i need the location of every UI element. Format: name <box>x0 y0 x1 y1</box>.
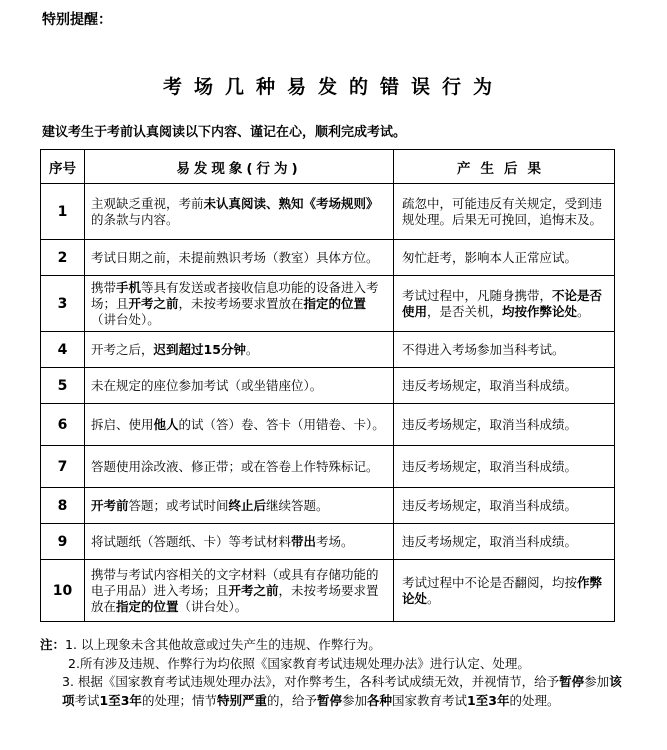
bold-segment: 1至3年 <box>99 692 142 708</box>
text-segment: 违反考场规定，取消当科成绩。 <box>402 458 578 474</box>
bold-segment: 指定的位置 <box>116 598 179 614</box>
note-text <box>65 637 381 652</box>
table-row <box>41 404 615 446</box>
text-segment: 考场。 <box>316 533 354 549</box>
header-consequence: 产生后果 <box>394 150 615 184</box>
bold-segment: 带出 <box>291 533 317 549</box>
phenomenon-cell <box>85 446 394 488</box>
phenomenon-cell <box>85 368 394 404</box>
bold-segment: 开考之前 <box>228 582 279 598</box>
notes-label: 注： <box>40 637 66 652</box>
text-segment: 国家教育考试 <box>392 692 468 708</box>
text-segment: 违反考场规定，取消当科成绩。 <box>402 416 578 432</box>
text-segment: ，未按考场要求置放在 <box>178 295 304 311</box>
table-body <box>41 184 615 622</box>
table-row <box>41 560 615 622</box>
note-item-2 <box>40 655 630 674</box>
consequence-cell <box>394 404 615 446</box>
advice-text: 建议考生于考前认真阅读以下内容、谨记在心，顺利完成考试。 <box>42 125 407 140</box>
text-segment: ，是否关机， <box>427 303 503 319</box>
row-number: 10 <box>41 560 85 622</box>
text-segment: 疏忽中，可能违反有关规定，受到违规处理。后果无可挽回，追悔末及。 <box>402 195 603 227</box>
consequence-cell <box>394 240 615 276</box>
text-segment: 匆忙赶考，影响本人正常应试。 <box>402 249 578 265</box>
row-number: 4 <box>41 332 85 368</box>
bold-segment: 终止后 <box>228 497 267 513</box>
consequence-cell <box>394 332 615 368</box>
text-segment: 携带与考试内容相关的文字材料（或具有存储功能的电子用品）进入考场；且 <box>91 566 379 598</box>
phenomenon-cell <box>85 276 394 332</box>
text-segment: 考试 <box>74 692 100 708</box>
table-row <box>41 240 615 276</box>
text-segment: 参加 <box>584 674 610 689</box>
bold-segment: 作弊论处 <box>402 574 603 606</box>
note-item-1 <box>40 636 630 655</box>
phenomenon-cell <box>85 332 394 368</box>
text-segment: 拆启、使用 <box>91 416 154 432</box>
bold-segment: 暂停 <box>316 692 342 708</box>
text-segment: 考试过程中不论是否翻阅，均按 <box>402 574 578 590</box>
row-number: 7 <box>41 446 85 488</box>
text-segment: 继续答题。 <box>266 497 329 513</box>
phenomenon-cell <box>85 488 394 524</box>
phenomenon-cell <box>85 524 394 560</box>
text-segment: 答题使用涂改液、修正带；或在答卷上作特殊标记。 <box>91 458 379 474</box>
table-row <box>41 368 615 404</box>
bold-segment: 暂停 <box>559 674 585 689</box>
text-segment: 考试过程中，凡随身携带， <box>402 287 553 303</box>
table-row <box>41 524 615 560</box>
text-segment: ，未按考场要求置放在 <box>91 582 379 614</box>
table-row <box>41 488 615 524</box>
text-segment: 的试（答）卷、答卡（用错卷、卡）。 <box>178 416 385 432</box>
bold-segment: 各种 <box>367 692 393 708</box>
notes-section <box>40 636 630 710</box>
header-phenomenon: 易发现象(行为) <box>85 150 394 184</box>
note-item-3 <box>40 673 630 710</box>
phenomenon-cell <box>85 184 394 240</box>
text-segment: 的，给予 <box>266 692 317 708</box>
bold-segment: 开考前 <box>91 497 129 513</box>
consequence-cell <box>394 488 615 524</box>
text-segment: 2.所有涉及违规、作弊行为均依照《国家教育考试违规处理办法》进行认定、处理。 <box>68 655 530 671</box>
text-segment: 主观缺乏重视，考前 <box>91 195 204 211</box>
text-segment: 未在规定的座位参加考试（或坐错座位）。 <box>91 377 323 393</box>
row-number: 6 <box>41 404 85 446</box>
text-segment: 。 <box>427 590 440 606</box>
consequence-cell <box>394 184 615 240</box>
text-segment: 的处理。 <box>509 692 560 708</box>
text-segment: 3. 根据《国家教育考试违规处理办法》，对作弊考生，各科考试成绩无效，并视情节，给予 <box>62 674 560 689</box>
text-segment: 的处理；情节 <box>141 692 217 708</box>
text-segment: 违反考场规定，取消当科成绩。 <box>402 377 578 393</box>
table-header-row <box>41 150 615 184</box>
text-segment: 的条款与内容。 <box>91 211 179 227</box>
page-title: 考场几种易发的错误行为 <box>162 76 504 98</box>
text-segment: 答题；或考试时间 <box>128 497 229 513</box>
consequence-cell <box>394 368 615 404</box>
row-number: 2 <box>41 240 85 276</box>
text-segment: 不得进入考场参加当科考试。 <box>402 341 565 357</box>
phenomenon-cell <box>85 560 394 622</box>
bold-segment: 特别严重 <box>216 692 267 708</box>
text-segment: 参加 <box>342 692 368 708</box>
row-number: 5 <box>41 368 85 404</box>
consequence-cell <box>394 560 615 622</box>
consequence-cell <box>394 446 615 488</box>
row-number: 9 <box>41 524 85 560</box>
row-number: 1 <box>41 184 85 240</box>
text-segment: 违反考场规定，取消当科成绩。 <box>402 533 578 549</box>
phenomenon-cell <box>85 404 394 446</box>
table-row <box>41 332 615 368</box>
bold-segment: 1至3年 <box>467 692 510 708</box>
phenomenon-cell <box>85 240 394 276</box>
bold-segment: 不论是否使用 <box>402 287 603 319</box>
text-segment: 违反考场规定，取消当科成绩。 <box>402 497 578 513</box>
table-row <box>41 446 615 488</box>
text-segment: （讲台处）。 <box>91 311 160 327</box>
row-number: 3 <box>41 276 85 332</box>
row-number: 8 <box>41 488 85 524</box>
table-row <box>41 276 615 332</box>
bold-segment: 该项 <box>62 674 622 708</box>
bold-segment: 他人 <box>153 416 179 432</box>
bold-segment: 指定的位置 <box>303 295 367 311</box>
behavior-table <box>40 149 615 622</box>
consequence-cell <box>394 524 615 560</box>
text-segment: 等具有发送或者接收信息功能的设备进入考场；且 <box>91 279 379 311</box>
text-segment: 。 <box>245 341 259 357</box>
bold-segment: 未认真阅读、熟知《考场规则》 <box>203 195 379 211</box>
text-segment: （讲台处）。 <box>178 598 248 614</box>
text-segment: 将试题纸（答题纸、卡）等考试材料 <box>91 533 292 549</box>
bold-segment: 手机 <box>116 279 142 295</box>
bold-segment: 开考之前 <box>128 295 179 311</box>
text-segment: 开考之后， <box>91 341 154 357</box>
header-no: 序号 <box>41 150 85 184</box>
bold-segment: 迟到超过15分钟 <box>153 341 246 357</box>
text-segment: 考试日期之前，未提前熟识考场（教室）具体方位。 <box>91 249 379 265</box>
notice-label: 特别提醒： <box>42 12 112 28</box>
consequence-cell <box>394 276 615 332</box>
text-segment: 携带 <box>91 279 117 295</box>
table-row <box>41 184 615 240</box>
text-segment: 。 <box>577 303 590 319</box>
bold-segment: 均按作弊论处 <box>502 303 578 319</box>
text-segment: 1. 以上现象未含其他故意或过失产生的违规、作弊行为。 <box>65 637 381 652</box>
